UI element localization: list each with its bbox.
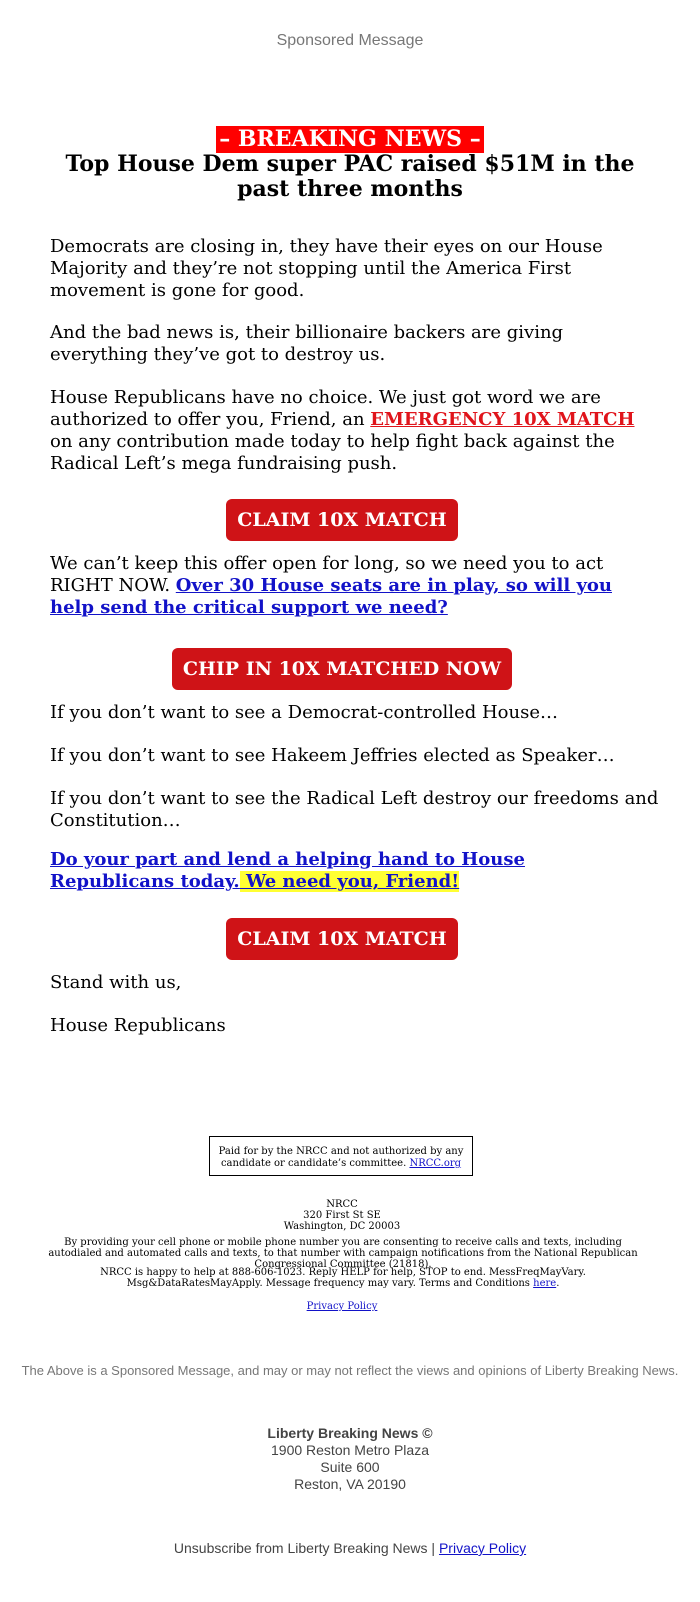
privacy-policy-link[interactable]: Privacy Policy (306, 1301, 378, 1312)
sms-consent-text: By providing your cell phone or mobile phone number you are consenting to receive calls and texts, including autodialed and automated calls and texts, to that number with campaign notifications from the National Republican Congressional Committee (21818). (48, 1237, 638, 1270)
footer-address-line-1: 1900 Reston Metro Plaza (271, 1442, 429, 1458)
org-address (0, 1199, 684, 1232)
paragraph-3 (50, 387, 660, 475)
paid-for-text: Paid for by the NRCC and not authorized by any candidate or candidate’s committee. (218, 1146, 464, 1169)
unsubscribe-text[interactable]: Unsubscribe from Liberty Breaking News (173, 1540, 428, 1556)
chip-in-button[interactable]: CHIP IN 10X MATCHED NOW (172, 648, 512, 690)
paragraph-2: And the bad news is, their billionaire backers are giving everything they’ve got to destroy us. (50, 322, 564, 365)
claim-button-row-1 (0, 499, 684, 541)
we-need-you-highlight: We need you, Friend! (239, 871, 460, 892)
sponsored-label: Sponsored Message (276, 32, 424, 49)
helping-hand-link-text: Do your part and lend a helping hand to House Republicans today. (50, 849, 525, 892)
terms-here-link[interactable]: here (533, 1278, 557, 1289)
headline: Top House Dem super PAC raised $51M in the past three months (65, 151, 635, 202)
helping-hand-link[interactable] (50, 849, 525, 892)
help-text (46, 1267, 640, 1289)
claim-button-row-2 (0, 918, 684, 960)
org-city: Washington, DC 20003 (283, 1221, 401, 1232)
house-seats-link[interactable]: Over 30 House seats are in play, so will you help send the critical support we need? (50, 575, 612, 618)
claim-match-button[interactable]: CLAIM 10X MATCH (226, 499, 458, 541)
paragraph-4 (50, 553, 660, 619)
footer-separator: | (427, 1540, 439, 1556)
paragraph-7: If you don’t want to see the Radical Left destroy our freedoms and Constitution… (50, 788, 659, 831)
help-text-period: . (556, 1278, 560, 1289)
footer-address (0, 1425, 700, 1493)
footer-address-line-3: Reston, VA 20190 (294, 1476, 406, 1492)
nrcc-site-link[interactable]: NRCC.org (409, 1158, 462, 1169)
paragraph-8 (50, 849, 550, 893)
paragraph-5: If you don’t want to see a Democrat-controlled House… (50, 702, 558, 723)
footer-note: The Above is a Sponsored Message, and may or may not reflect the views and opinions of Liberty Breaking News. (21, 1363, 679, 1378)
breaking-news-badge: – BREAKING NEWS – (216, 126, 483, 153)
breaking-news-banner (0, 126, 700, 153)
paragraph-1: Democrats are closing in, they have their eyes on our House Majority and they’re not stopping until the America First movement is gone for good. (50, 236, 603, 301)
paragraph-3-text-start: House Republicans have no choice. We just got word we are authorized to offer you, Friend, an (50, 387, 601, 430)
paragraph-6: If you don’t want to see Hakeem Jeffries elected as Speaker… (50, 745, 615, 766)
footer-address-line-2: Suite 600 (320, 1459, 380, 1475)
signoff: Stand with us, (50, 972, 182, 993)
paragraph-3-text-end: on any contribution made today to help fight back against the Radical Left’s mega fundraising push. (50, 431, 615, 474)
help-text-body: NRCC is happy to help at 888-606-1023. Reply HELP for help, STOP to end. MessFreqMayVary. Msg&DataRatesMayApply. Message frequency may vary. Terms and Conditions (100, 1267, 586, 1289)
org-street: 320 First St SE (303, 1210, 381, 1221)
org-name: NRCC (326, 1199, 358, 1210)
emergency-match-link[interactable]: EMERGENCY 10X MATCH (370, 409, 635, 430)
privacy-row (0, 1301, 684, 1312)
footer-privacy-link[interactable]: Privacy Policy (438, 1540, 527, 1556)
chip-in-button-row (0, 648, 684, 690)
paid-for-disclaimer-box (209, 1136, 473, 1176)
signature: House Republicans (50, 1015, 226, 1036)
paragraph-4-text: We can’t keep this offer open for long, so we need you to act RIGHT NOW. (50, 553, 604, 596)
unsubscribe-row (0, 1540, 700, 1556)
claim-match-button-2[interactable]: CLAIM 10X MATCH (226, 918, 458, 960)
footer-company: Liberty Breaking News © (267, 1425, 433, 1441)
